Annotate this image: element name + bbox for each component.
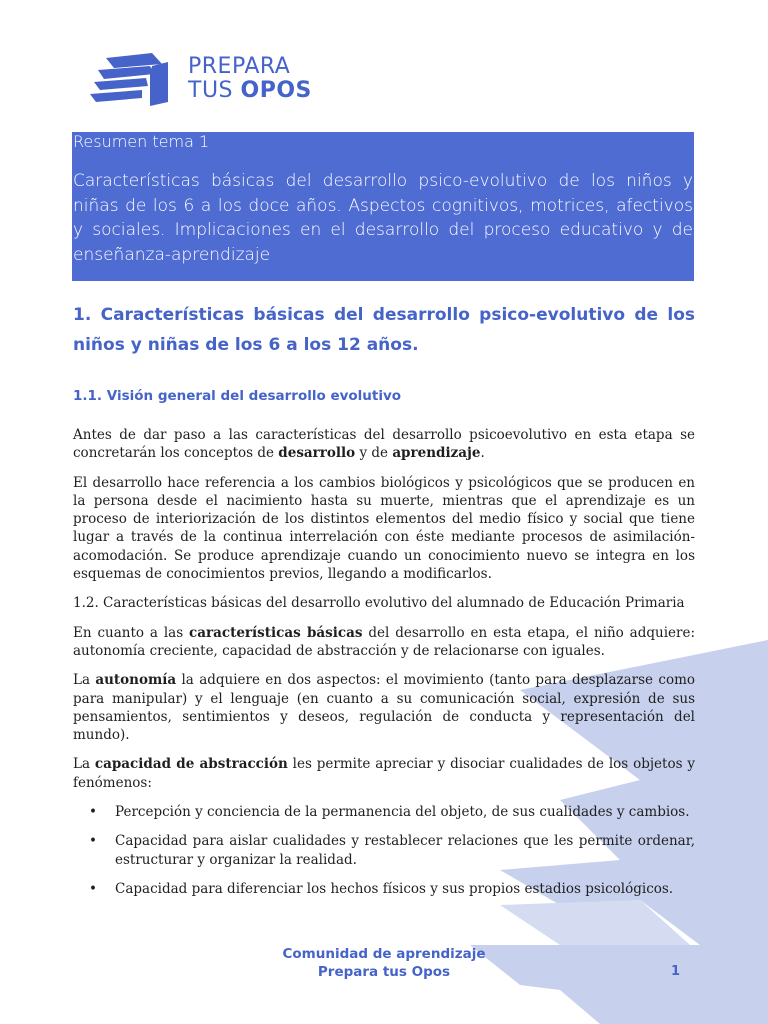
- section-1-1-heading: 1.1. Visión general del desarrollo evolutivo: [73, 388, 402, 404]
- paragraph-text: la adquiere en dos aspectos: el movimiento (tanto para desplazarse como para manipular) y el lenguaje (en cuanto a su comunicación social, expresión de sus pensamientos, sentimientos y deseos, regulación de conducta y representación del mundo).: [73, 672, 696, 744]
- list-item-text: Percepción y conciencia de la permanencia del objeto, de sus cualidades y cambios.: [115, 804, 690, 821]
- bullet-list: [73, 803, 695, 898]
- summary-banner: [72, 132, 694, 281]
- term-desarrollo: desarrollo: [278, 445, 356, 462]
- list-item: [73, 880, 695, 898]
- paragraph-text: Antes de dar paso a las características del desarrollo psicoevolutivo en esta etapa se concretarán los conceptos de: [73, 427, 695, 462]
- term-aprendizaje: aprendizaje: [392, 445, 481, 462]
- bullet-icon: •: [89, 804, 97, 821]
- paragraph-abstraccion: [73, 755, 695, 792]
- list-item: [73, 832, 695, 869]
- body-content: [73, 426, 695, 909]
- footer-community: Comunidad de aprendizaje: [282, 946, 486, 962]
- list-item-text: Capacidad para diferenciar los hechos físicos y sus propios estadios psicológicos.: [115, 880, 674, 897]
- banner-title: Características básicas del desarrollo psico-evolutivo de los niños y niñas de los 6 a los doce años. Aspectos cognitivos, motrices, afectivos y sociales. Implicaciones en el desarrollo del proceso educativo y de enseñanza-aprendizaje: [73, 171, 693, 265]
- paragraph-text: les permite apreciar y disociar cualidades de los objetos y fenómenos:: [73, 756, 695, 791]
- bullet-icon: •: [89, 833, 97, 850]
- bullet-icon: •: [89, 880, 97, 897]
- paragraph-desarrollo: El desarrollo hace referencia a los cambios biológicos y psicológicos que se producen en la persona desde el nacimiento hasta su muerte, mientras que el aprendizaje es un proceso de interiorización de los distintos elementos del medio físico y social que tiene lugar a través de la continua interrelación con éste mediante procesos de asimilación-acomodación. Se produce aprendizaje cuando un conocimiento nuevo se integra en los esquemas de conocimientos previos, llegando a modificarlos.: [73, 474, 695, 583]
- paragraph-text: La: [73, 756, 95, 773]
- footer-brand: Prepara tus Opos: [317, 964, 451, 980]
- paragraph-text: del desarrollo en esta etapa, el niño adquiere: autonomía creciente, capacidad de abstracción y de relacionarse con iguales.: [73, 624, 695, 659]
- paragraph-caracteristicas: [73, 624, 695, 661]
- logo-text-tus: TUS: [188, 78, 241, 103]
- paragraph-intro: [73, 426, 695, 463]
- paragraph-text: y de: [355, 445, 393, 462]
- paragraph-text: .: [480, 445, 485, 462]
- paragraph-autonomia: [73, 671, 695, 744]
- paragraph-text: La: [73, 672, 96, 689]
- logo-text-opos: OPOS: [240, 78, 312, 103]
- logo-text-prepara: PREPARA: [188, 54, 291, 79]
- banner-subtitle: Resumen tema 1: [73, 132, 210, 151]
- paragraph-text: En cuanto a las: [73, 624, 190, 641]
- footer: [0, 945, 768, 981]
- term-capacidad-abstraccion: capacidad de abstracción: [94, 756, 288, 773]
- logo: [88, 52, 318, 108]
- term-autonomia: autonomía: [95, 672, 177, 689]
- section-1-heading: 1. Características básicas del desarrollo psico-evolutivo de los niños y niñas de los 6 a los 12 años.: [73, 305, 695, 355]
- logo-stairs-icon: [88, 52, 174, 108]
- page-number: 1: [671, 964, 681, 979]
- term-caracteristicas-basicas: características básicas: [189, 624, 363, 641]
- list-item: [73, 803, 695, 821]
- list-item-text: Capacidad para aislar cualidades y restablecer relaciones que les permite ordenar, estructurar y organizar la realidad.: [115, 833, 695, 868]
- paragraph-section-1-2: 1.2. Características básicas del desarrollo evolutivo del alumnado de Educación Primaria: [73, 595, 685, 612]
